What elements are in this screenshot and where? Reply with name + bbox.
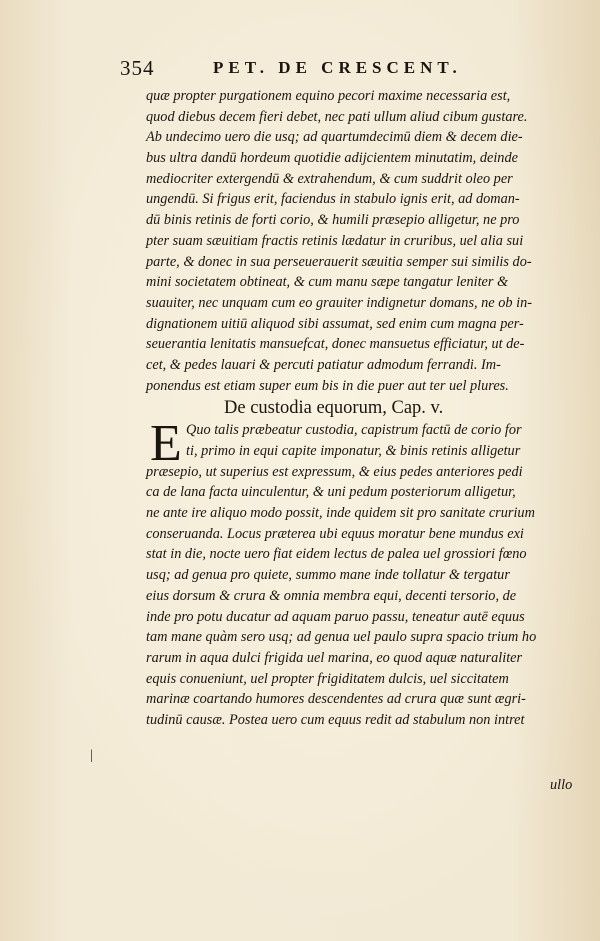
text-line: quæ propter purgationem equino pecori maxime necessaria est, (146, 88, 511, 104)
page-number: 354 (120, 56, 155, 80)
text-line: ungendū. Si frigus erit, faciendus in stabulo ignis erit, ad doman- (146, 191, 520, 208)
text-line: suauiter, nec unquam cum eo grauiter indignetur domans, ne ob in- (146, 294, 532, 311)
text-line: usq; ad genua pro quiete, summo mane inde tollatur & tergatur (146, 567, 510, 584)
text-line: præsepio, ut superius est expressum, & eius pedes anteriores pedi (146, 463, 523, 480)
text-line: pter suam sæuitiam fractis retinis lædatur in cruribus, uel alia sui (146, 232, 524, 249)
margin-mark: | (90, 748, 93, 763)
drop-cap-initial: E (150, 415, 182, 473)
text-line: dū binis retinis de forti corio, & humili præsepio alligetur, ne pro (146, 212, 520, 229)
text-line: conseruanda. Locus præterea ubi equus moratur bene mundus exi (146, 525, 524, 542)
text-line: seuerantia lenitatis mansuefcat, donec mansuetus efficiatur, ut de- (146, 336, 525, 353)
text-line: ne ante ire aliquo modo possit, inde quidem sit pro sanitate crurium (146, 505, 535, 522)
text-line: rarum in aqua dulci frigida uel marina, eo quod aquæ naturaliter (146, 649, 523, 666)
text-block-after-heading (146, 462, 586, 731)
text-line: ti, primo in equi capite imponatur, & binis retinis alligetur (186, 443, 521, 459)
text-line: quod diebus decem fieri debet, nec pati ullum aliud cibum gustare. (146, 108, 528, 125)
running-head: PET. DE CRESCENT. (213, 58, 462, 77)
text-line: marinæ coartando humores descendentes ad crura quæ sunt ægri- (146, 691, 526, 708)
text-block-before-heading (146, 86, 586, 396)
text-line: stat in die, nocte uero fiat eidem lectus de palea uel grossiori fœno (146, 546, 527, 563)
text-line: cet, & pedes lauari & percuti patiatur admodum ferrandi. Im- (146, 356, 501, 373)
text-line: mediocriter extergendū & extrahendum, & cum suddrit oleo per (146, 170, 513, 187)
text-line: inde pro potu ducatur ad aquam paruo passu, teneatur autē equus (146, 608, 525, 625)
text-line: Ab undecimo uero die usq; ad quartumdecimū diem & decem die- (146, 129, 523, 146)
text-line: Quo talis præbeatur custodia, capistrum factū de corio for (186, 422, 522, 439)
chapter-heading: De custodia equorum, Cap. v. (224, 398, 444, 419)
text-line: bus ultra dandū hordeum quotidie adijcientem minutatim, deinde (146, 150, 518, 167)
page-header (120, 56, 540, 82)
text-line: parte, & donec in sua perseuerauerit sæuitia semper sui similis do- (146, 253, 532, 270)
text-line: mini societatem obtineat, & cum manu sæpe tangatur leniter & (146, 274, 509, 291)
catchword: ullo (550, 777, 573, 793)
text-line: ponendus est etiam super eum bis in die puer aut ter uel plures. (146, 377, 509, 394)
text-line: dignationem uitiū aliquod sibi assumat, sed enim cum magna per- (146, 315, 524, 332)
text-line: equis conueniunt, uel propter frigiditatem dulcis, uel siccitatem (146, 670, 509, 687)
text-line: ca de lana facta uinculentur, & uni pedum posteriorum alligetur, (146, 484, 516, 501)
text-line: tam mane quàm sero usq; ad genua uel paulo supra spacio trium ho (146, 629, 537, 646)
body-text (146, 86, 586, 731)
text-line: eius dorsum & crura & omnia membra equi, decenti tersorio, de (146, 587, 517, 604)
text-line: tudinū causæ. Postea uero cum equus redit ad stabulum non intret (146, 711, 525, 728)
